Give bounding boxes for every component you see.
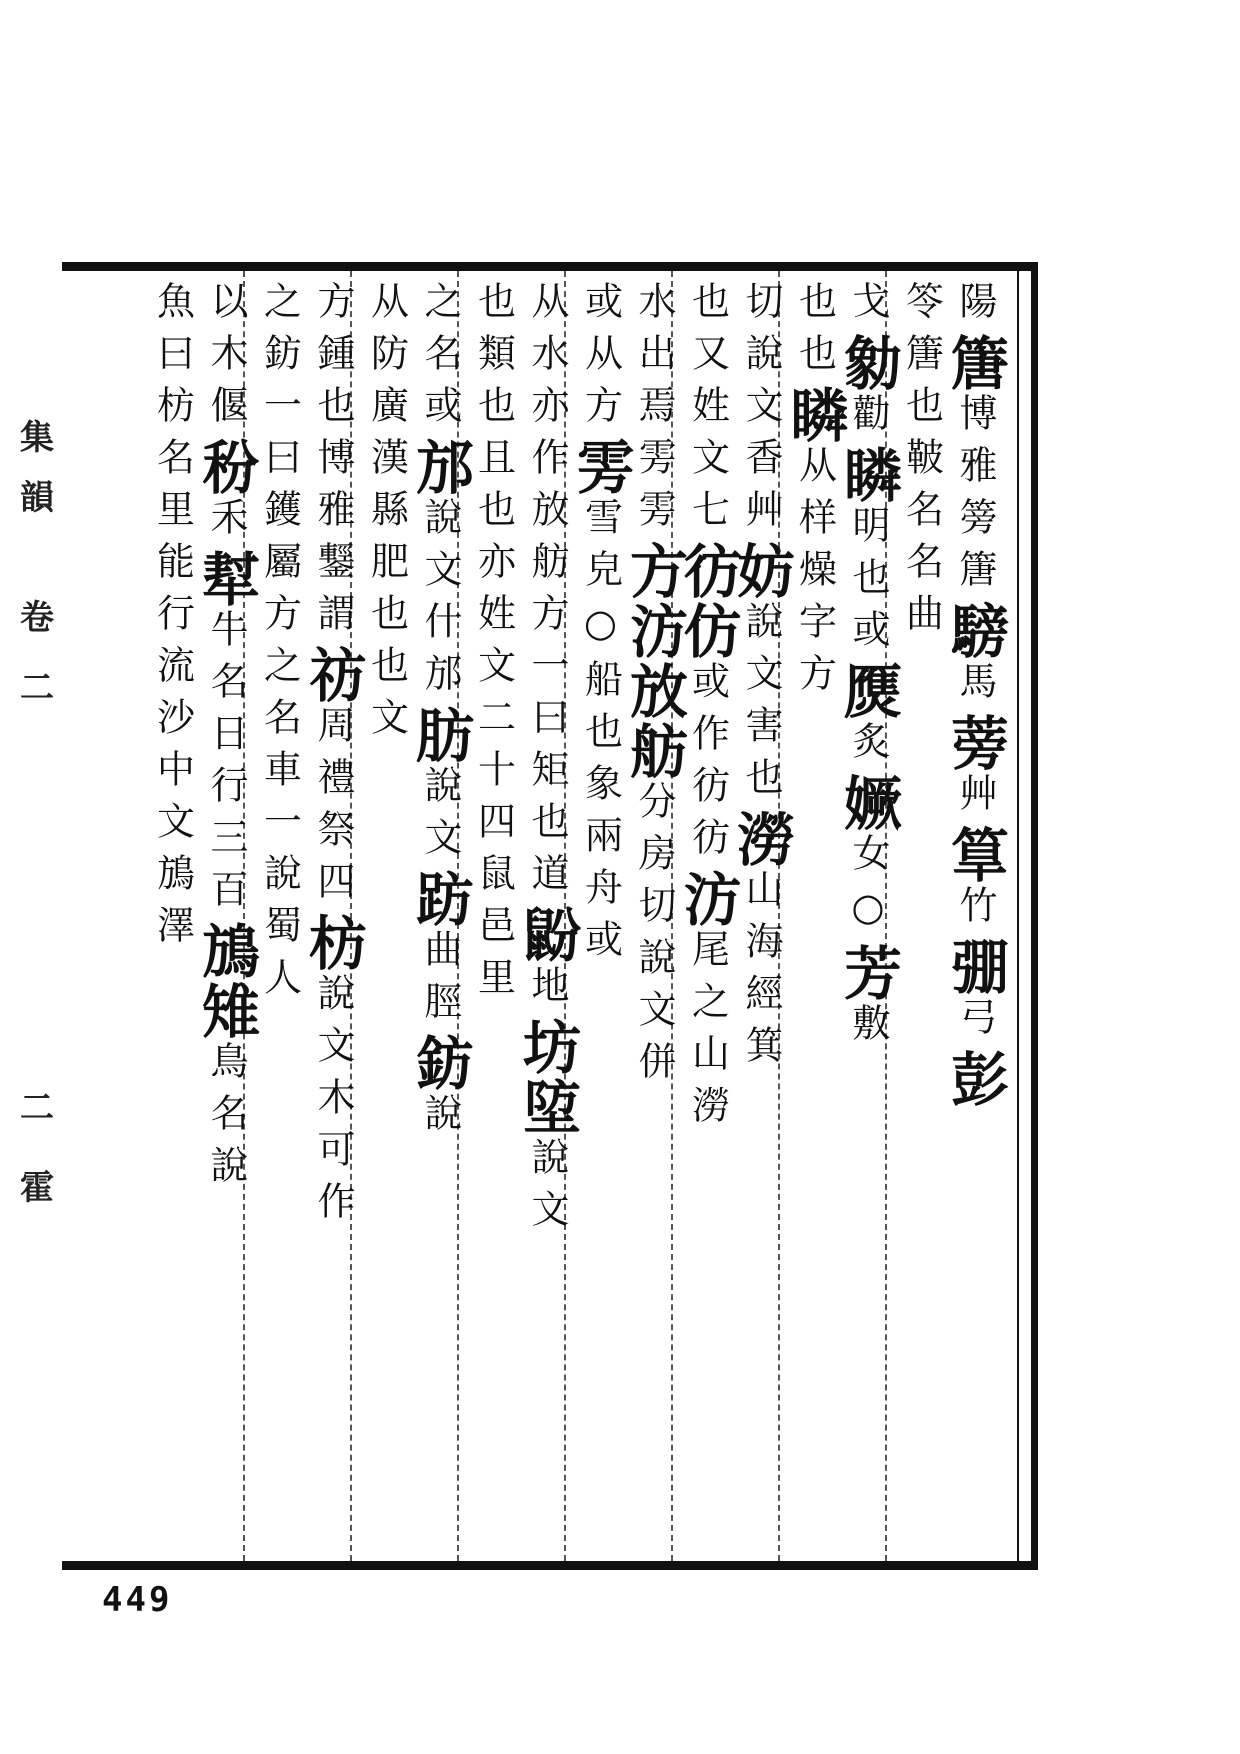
- gloss-text: 水出焉: [632, 281, 676, 437]
- gloss-text: 說: [418, 1093, 462, 1145]
- gloss-text: 以木偃: [204, 281, 248, 437]
- gloss-text: 尾之山澇: [685, 929, 730, 1137]
- gloss-text: 周禮祭四: [311, 705, 355, 913]
- headword: 坊: [513, 1017, 581, 1077]
- headword: 蒡: [941, 713, 1009, 773]
- gloss-text: 說文木可作: [311, 973, 355, 1233]
- margin-mark: 卷: [20, 598, 54, 638]
- gloss-text: 車一說蜀人: [257, 749, 302, 1009]
- gloss-text: 文鴋澤: [150, 801, 195, 957]
- gloss-text: 之鈁一曰鑊屬: [257, 281, 302, 593]
- gloss-text: 雪皃: [578, 497, 623, 601]
- gloss-text: 博雅篣篖: [953, 393, 997, 601]
- gloss-text: 之名或: [418, 281, 462, 437]
- gloss-text: 名: [899, 489, 944, 541]
- gloss-text: 弓: [953, 997, 997, 1049]
- headword: 瞵: [834, 445, 902, 505]
- headword: 筸: [941, 825, 1009, 885]
- headword: 犎: [192, 549, 260, 609]
- gloss-text: 曲脛: [418, 929, 462, 1033]
- gloss-text: ○: [846, 885, 890, 943]
- gloss-text: 馬: [953, 661, 997, 713]
- gloss-text: 字: [792, 601, 837, 653]
- gloss-text: 燥: [792, 549, 837, 601]
- gloss-text: 說文害也: [739, 601, 783, 809]
- headword: 枋: [299, 913, 367, 973]
- gloss-text: 廣漢縣: [364, 385, 409, 541]
- headword: 汸: [673, 869, 742, 929]
- gloss-text: 文: [364, 697, 409, 749]
- margin-mark: 霍: [20, 1168, 54, 1208]
- headword: 瞵: [780, 385, 849, 445]
- text-frame: [62, 262, 1038, 1570]
- gloss-text: 陽: [953, 281, 997, 333]
- headword: 埅: [513, 1077, 581, 1137]
- gloss-text: 說文什邡: [418, 497, 462, 705]
- headword: 騯: [941, 601, 1009, 661]
- headword: 彭: [941, 1049, 1009, 1109]
- gloss-text: 戈: [846, 281, 890, 333]
- gloss-text: 方鍾也博雅鑋謂: [311, 281, 355, 645]
- gloss-text: 牛名日行三百: [204, 609, 248, 921]
- headword: 雉: [192, 981, 260, 1041]
- headword: 祊: [299, 645, 367, 705]
- headword: 方: [620, 541, 688, 601]
- headword: 放: [620, 661, 688, 721]
- headword: 雱: [566, 437, 635, 497]
- gloss-text: 船也象兩舟或: [578, 659, 623, 971]
- headword: 彷: [673, 541, 742, 601]
- gloss-text: 分房切說文併: [632, 781, 676, 1093]
- gloss-text: 山海經箕: [739, 869, 783, 1077]
- gloss-text: 方之名: [257, 593, 302, 749]
- headword: 弸: [941, 937, 1009, 997]
- headword: 秎: [192, 437, 260, 497]
- gloss-text: 名: [150, 437, 195, 489]
- headword: 澇: [727, 809, 795, 869]
- margin-mark: 二: [20, 668, 54, 708]
- gloss-text: 或从方: [578, 281, 623, 437]
- headword: 肪: [406, 705, 474, 765]
- headword: 芳: [834, 943, 902, 1003]
- gloss-text: 女: [846, 833, 890, 885]
- margin-mark: 二: [20, 1088, 54, 1128]
- headword: 鈁: [406, 1033, 474, 1093]
- headword: 趽: [406, 869, 474, 929]
- gloss-text: 說文: [525, 1137, 569, 1241]
- gloss-text: 魚曰枋: [150, 281, 195, 437]
- page-number: 449: [102, 1580, 173, 1620]
- gloss-text: 或作彷彷: [685, 661, 730, 869]
- headword: 汸: [620, 601, 688, 661]
- headword: 勨: [834, 333, 902, 393]
- headword: 鴋: [192, 921, 260, 981]
- headword: 㷳: [834, 661, 902, 721]
- gloss-text: 切說文香艸: [739, 281, 783, 541]
- gloss-text: 曲: [899, 593, 944, 645]
- gloss-text: 勸: [846, 393, 890, 445]
- gloss-text: 也類也且也亦姓文二十四: [471, 281, 516, 853]
- gloss-text: 邑里: [471, 905, 516, 1009]
- headword: 鼢: [513, 905, 581, 965]
- gloss-text: 明也或: [846, 505, 890, 661]
- headword: 篖: [941, 333, 1009, 393]
- margin-mark: 韻: [20, 478, 54, 518]
- frame-inner-rule: [1017, 271, 1019, 1561]
- gloss-text: 說文: [418, 765, 462, 869]
- gloss-text: 艸: [953, 773, 997, 825]
- gloss-text: 雱雱: [632, 437, 676, 541]
- gloss-text: 也: [364, 645, 409, 697]
- gloss-text: 鼠: [471, 853, 516, 905]
- gloss-text: 敷: [846, 1003, 890, 1055]
- text-column: [140, 281, 206, 1556]
- gloss-text: 名: [899, 541, 944, 593]
- gloss-text: 从水亦作放舫方一曰矩也道: [525, 281, 569, 905]
- gloss-text: 也又姓文七: [685, 281, 730, 541]
- headword: 妨: [727, 541, 795, 601]
- gloss-text: 竹: [953, 885, 997, 937]
- gloss-text: 鳥名說: [204, 1041, 248, 1197]
- headword: 舫: [620, 721, 688, 781]
- gloss-text: 禾: [204, 497, 248, 549]
- gloss-text: 也: [792, 333, 837, 385]
- gloss-text: 笭篖也: [899, 281, 944, 437]
- gloss-text: 从防: [364, 281, 409, 385]
- gloss-text: 地: [525, 965, 569, 1017]
- gloss-text: 也: [792, 281, 837, 333]
- headword: 仿: [673, 601, 742, 661]
- gloss-text: 鞁: [899, 437, 944, 489]
- gloss-text: 肥也: [364, 541, 409, 645]
- gloss-text: 里能行流沙中: [150, 489, 195, 801]
- headword: 㜧: [834, 773, 902, 833]
- margin-mark: 集: [20, 418, 54, 458]
- headword: 邡: [406, 437, 474, 497]
- gloss-text: 炙: [846, 721, 890, 773]
- gloss-text: 方: [792, 653, 837, 705]
- gloss-text: ○: [578, 601, 623, 659]
- gloss-text: 从样: [792, 445, 837, 549]
